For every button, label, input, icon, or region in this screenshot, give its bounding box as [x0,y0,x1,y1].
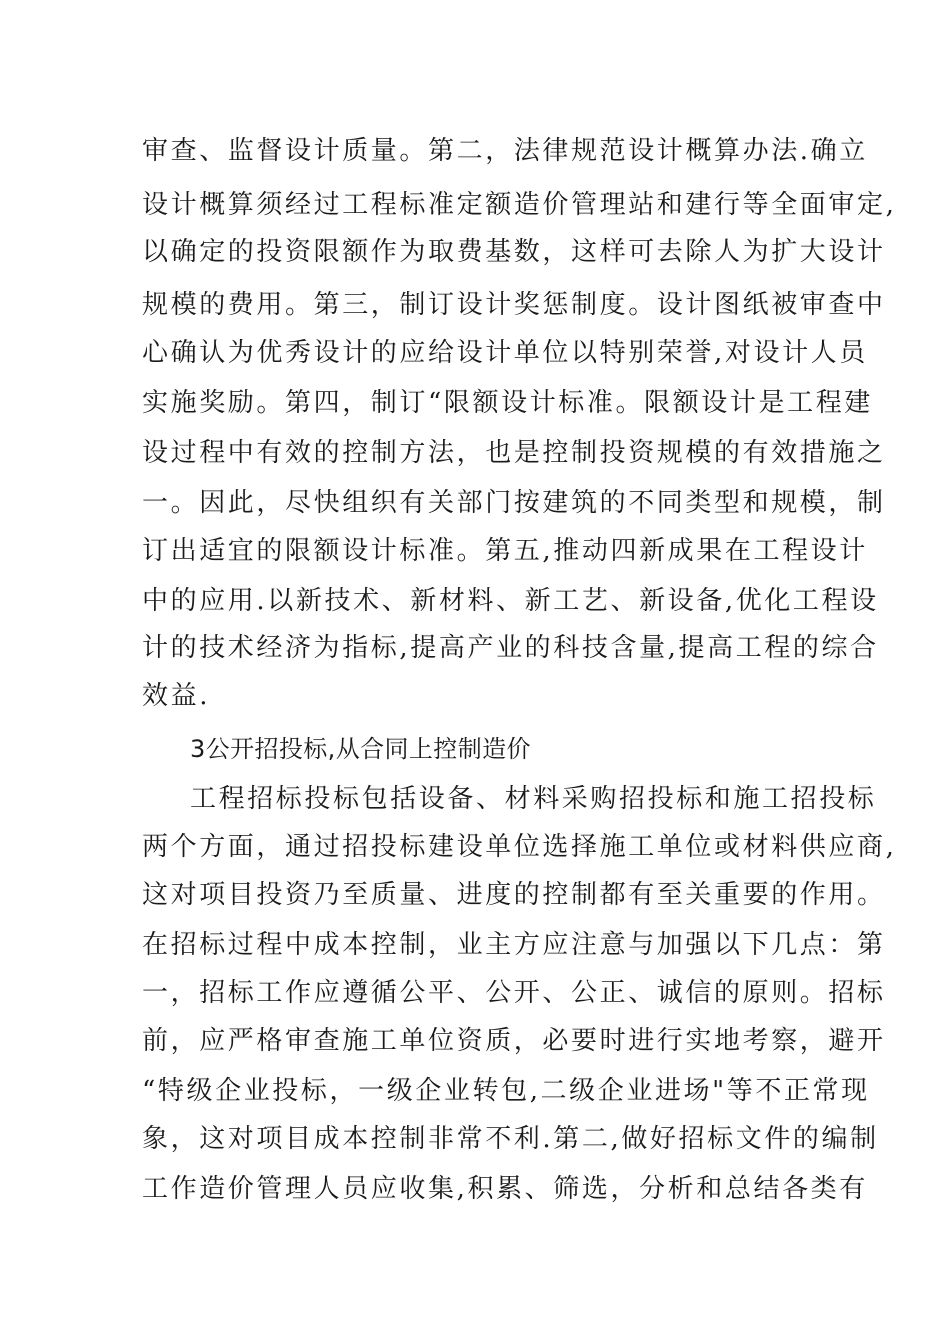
text-line: 一。因此，尽快组织有关部门按建筑的不同类型和规模，制 [142,488,886,518]
section-heading: 3公开招投标,从合同上控制造价 [190,735,531,763]
text-line: 心确认为优秀设计的应给设计单位以特别荣誉,对设计人员 [142,338,868,368]
text-line: 设过程中有效的控制方法，也是控制投资规模的有效措施之 [142,438,886,468]
text-line: “特级企业投标，一级企业转包,二级企业进场"等不正常现 [142,1076,870,1106]
text-line: 以确定的投资限额作为取费基数，这样可去除人为扩大设计 [142,237,886,267]
text-line: 工作造价管理人员应收集,积累、筛选，分析和总结各类有 [142,1174,868,1204]
text-line: 审查、监督设计质量。第二，法律规范设计概算办法.确立 [142,136,868,166]
text-line: 前，应严格审查施工单位资质，必要时进行实地考察，避开 [142,1026,886,1056]
paragraph-first-line: 工程招标投标包括设备、材料采购招投标和施工招投标 [190,784,877,814]
text-line: 设计概算须经过工程标准定额造价管理站和建行等全面审定, [142,190,897,220]
text-line: 计的技术经济为指标,提高产业的科技含量,提高工程的综合 [142,633,879,663]
text-line: 实施奖励。第四，制订“限额设计标准。限额设计是工程建 [142,388,873,418]
text-line: 在招标过程中成本控制，业主方应注意与加强以下几点：第 [142,930,886,960]
text-line: 象，这对项目成本控制非常不利.第二,做好招标文件的编制 [142,1124,879,1154]
text-line: 这对项目投资乃至质量、进度的控制都有至关重要的作用。 [142,880,886,910]
text-line: 订出适宜的限额设计标准。第五,推动四新成果在工程设计 [142,536,868,566]
text-line: 中的应用.以新技术、新材料、新工艺、新设备,优化工程设 [142,586,879,616]
text-line: 规模的费用。第三，制订设计奖惩制度。设计图纸被审查中 [142,290,886,320]
text-line: 一，招标工作应遵循公平、公开、公正、诚信的原则。招标 [142,978,886,1008]
text-line: 效益. [142,681,211,711]
text-line: 两个方面，通过招投标建设单位选择施工单位或材料供应商, [142,832,897,862]
